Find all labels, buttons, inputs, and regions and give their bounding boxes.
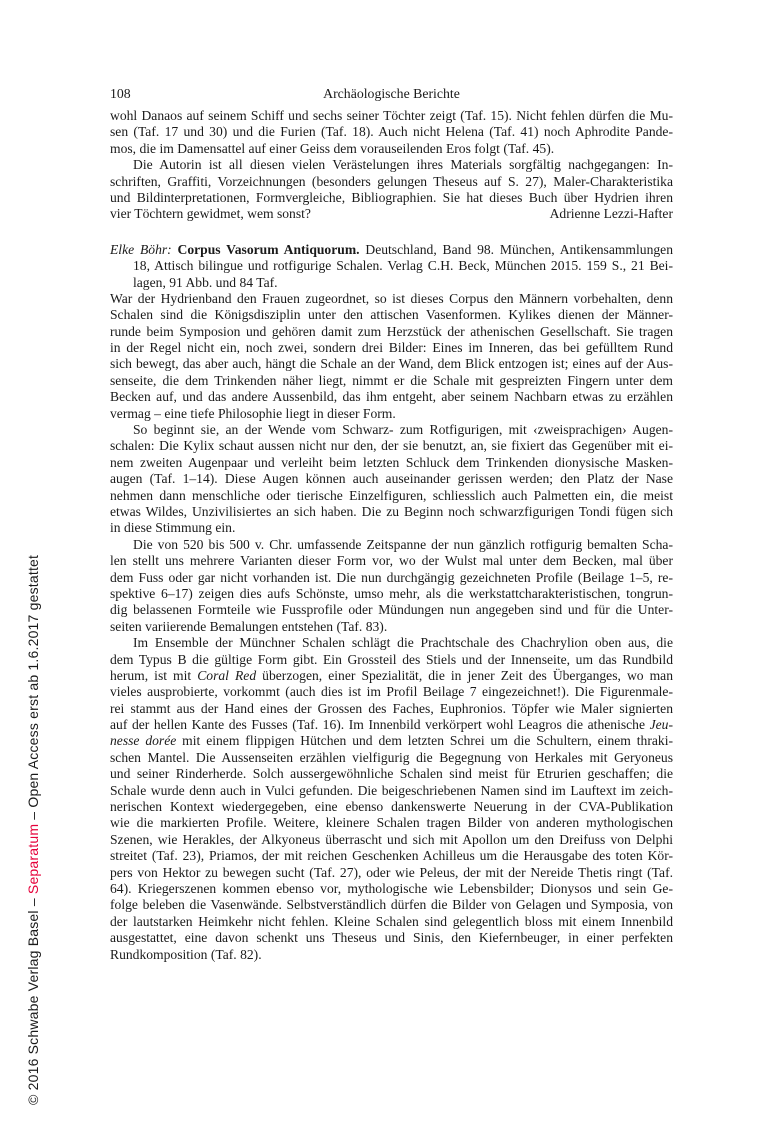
text-line	[110, 141, 673, 157]
text-line	[110, 652, 673, 668]
line-text: etwas Wildes, Unzivilisiertes an sich haben. Die zu Beginn noch schwarzfigurigen Tondi fügen sich	[110, 503, 673, 519]
line-text: len stellt uns mehrere Varianten dieser Form vor, wo der Wulst mal unter dem Becken, mal über	[110, 553, 673, 569]
line-text: So beginnt sie, an der Wende vom Schwarz- zum Rotfigurigen, mit ‹zweisprachigen› Augen-	[133, 422, 673, 438]
line-text: vieles ausprobierte, vorkommt (auch dies ist im Profil Beilage 7 eingezeichnet!). Die Figurenmale-	[110, 684, 673, 700]
text-line	[110, 190, 673, 206]
text-line	[110, 930, 673, 946]
running-title: Archäologische Berichte	[323, 86, 460, 101]
text-line	[110, 488, 673, 504]
text-segment: auf der hellen Kante des Fusses (Taf. 16). Im Innenbild verkörpert wohl Leagros die athenische	[110, 717, 650, 733]
text-line	[110, 206, 673, 222]
text-line	[110, 602, 673, 618]
text-line	[110, 455, 673, 471]
line-text: streitet (Taf. 23), Priamos, der mit reichen Geschenken Achilleus um die Herausgabe des toten Kör-	[110, 848, 673, 864]
italic-text: Coral Red	[197, 667, 257, 683]
paragraph	[110, 108, 673, 157]
text-line	[110, 389, 673, 405]
text-line	[110, 307, 673, 323]
text-line	[110, 733, 673, 749]
paragraph	[110, 635, 673, 963]
line-text: spektive 6–17) zeigen dies aufs Schönste, umso mehr, als die werkstattcharakteristischen, tongrun-	[110, 585, 673, 601]
line-text: dem Fuss oder gar nicht vorhanden ist. Die nun durchgängig gezeichneten Profile (Beilage 1–5, re-	[110, 569, 673, 585]
text-line	[110, 471, 673, 487]
text-line	[110, 783, 673, 799]
paragraph	[110, 422, 673, 537]
text-line	[110, 291, 673, 307]
text-line	[110, 701, 673, 717]
line-text: Schalen sind die Königsdisziplin unter den attischen Vasenformen. Kylikes dienen der Männer-	[110, 307, 673, 323]
text-line	[110, 586, 673, 602]
open-access-text: – Open Access erst ab 1.6.2017 gestattet	[25, 554, 41, 824]
line-text: Schale wurde denn auch in Vulci gefunden. Die beigeschriebenen Namen sind im Lauftext im zeich-	[110, 782, 673, 798]
line-text: runde beim Symposion und gehören damit zum Herzstück der athenischen Gesellschaft. Sie tragen	[110, 323, 673, 339]
text-line	[110, 356, 673, 372]
italic-text: nesse dorée	[110, 733, 177, 749]
text-line	[110, 684, 673, 700]
line-text: dig belassenen Formteile wie Fussprofile oder Mündungen nun angegeben sind und für die Unter-	[110, 602, 673, 618]
text-segment: überzogen, einer Spezialität, die in jener Zeit des Überganges, wo man	[256, 667, 673, 683]
line-text: Die Autorin ist all diesen vielen Verästelungen ihres Materials sorgfältig nachgegangen: In-	[133, 157, 673, 173]
line-text: Die von 520 bis 500 v. Chr. umfassende Zeitspanne der nun gänzlich rotfigurig bemalten Scha-	[133, 536, 673, 552]
text-line	[110, 108, 673, 124]
line-text: schriften, Graffiti, Vorzeichnungen (besonders gelungen Theseus auf S. 27), Maler-Charakteristika	[110, 173, 673, 189]
line-text: nehmen dann menschliche oder tierische Einzelfiguren, schliesslich auch Palmetten ein, die meist	[110, 487, 673, 503]
separatum-label: Separatum	[25, 823, 41, 895]
page-header	[110, 86, 673, 104]
text-segment: mit einem flippigen Hütchen und dem letzten Schrei um die Schultern, einem thraki-	[176, 733, 674, 749]
article-body	[110, 108, 673, 963]
book-title: Corpus Vasorum Antiquorum.	[171, 241, 360, 257]
line-text: sich bewegt, das aber auch, hängt die Schale an der Wand, dem Blick entzogen ist; eines auf der Aus-	[110, 356, 673, 372]
line-text: seiten variierende Bemalungen entstehen (Taf. 83).	[110, 618, 388, 634]
line-text: schalen: Die Kylix schaut aussen nicht nur den, der sie benutzt, an, sie fixiert das Gegenüber mit ei-	[110, 438, 673, 454]
text-line	[110, 406, 673, 422]
copyright-text: © 2016 Schwabe Verlag Basel –	[25, 894, 41, 1105]
text-line	[110, 174, 673, 190]
italic-text: Jeu-	[649, 717, 673, 733]
copyright-notice	[25, 555, 41, 1105]
line-text: Szenen, wie Herakles, der Alkyoneus überrascht und sich mit Apollon um den Dreifuss von Delphi	[110, 831, 673, 847]
line-text: Rundkomposition (Taf. 82).	[110, 946, 262, 962]
line-text: in der Regel nicht ein, noch zwei, sondern drei Bilder: Eines im Inneren, das bei gefülltem Rund	[110, 340, 673, 356]
line-text: und Bildinterpretationen, Formvergleiche, Bibliographien. Sie hat dieses Buch über Hydrien ihren	[110, 189, 673, 205]
line-text: und seiner Rinderherde. Solch aussergewöhnliche Schalen sind meist für Etrurien geschaffen; die	[110, 766, 673, 782]
line-text: in diese Stimmung ein.	[110, 520, 236, 536]
line-text: wohl Danaos auf seinem Schiff und sechs seiner Töchter zeigt (Taf. 15). Nicht fehlen dürfen die Mu-	[110, 108, 673, 123]
text-line	[110, 914, 673, 930]
page-number: 108	[110, 86, 131, 101]
text-line	[110, 947, 673, 963]
line-text: senseite, die dem Trinkenden näher liegt, nimmt er die Schale mit gespreizten Fingern unter dem	[110, 372, 673, 388]
text-line	[110, 422, 673, 438]
text-segment: herum, ist mit	[110, 667, 198, 683]
line-text: folge beleben die Vasenwände. Selbstverständlich dürfen die Bilder von Gelagen und Symposia, von	[110, 897, 673, 913]
text-line	[110, 897, 673, 913]
line-text: der lautstarken Heimkehr nicht fehlen. Kleine Schalen sind gelegentlich bloss mit einem Innenbild	[110, 913, 673, 929]
line-text: dem Typus B die gültige Form gibt. Ein Grossteil des Stiels und der Innenseite, um das Rundbild	[110, 651, 673, 667]
line-text: augen (Taf. 1–14). Diese Augen können auch auseinander gerissen werden; den Platz der Nase	[110, 471, 673, 487]
text-line	[110, 881, 673, 897]
paragraph	[110, 537, 673, 635]
bibliographic-entry	[110, 242, 673, 291]
line-text: schen Mantel. Die Aussenseiten erzählen vielfigurig die Begegnung von Herkales mit Geryoneus	[110, 749, 673, 765]
paragraph	[110, 291, 673, 422]
line-text: 18, Attisch bilingue und rotfigurige Schalen. Verlag C.H. Beck, München 2015. 159 S., 21 Bei-	[133, 258, 673, 274]
text-segment: Deutschland, Band 98. München, Antikensammlungen	[359, 241, 673, 257]
text-line	[110, 520, 673, 536]
section-gap	[110, 223, 673, 242]
line-text: lagen, 91 Abb. und 84 Taf.	[133, 274, 278, 290]
text-line	[110, 570, 673, 586]
paragraph	[110, 157, 673, 223]
text-line	[110, 717, 673, 733]
line-text: rei stammt aus der Hand eines der Grossen des Faches, Euphronios. Töpfer wie Maler signierten	[110, 700, 673, 716]
text-line	[110, 324, 673, 340]
text-line	[110, 668, 673, 684]
line-text: nem zweiten Augenpaar und verleiht beim letzten Schluck dem Trinkenden dionysische Masken-	[110, 454, 673, 470]
text-line	[110, 373, 673, 389]
line-text: pers von Hektor zu bewegen sucht (Taf. 27), oder wie Peleus, der mit der Nereide Thetis ringt (Taf.	[110, 864, 673, 880]
text-line	[110, 832, 673, 848]
text-line	[110, 157, 673, 173]
text-line	[110, 635, 673, 651]
line-text: 64). Kriegerszenen kommen ebenso vor, mythologische wie Lebensbilder; Dionysos und sein Ge-	[110, 880, 673, 896]
line-text: sen (Taf. 17 und 30) und die Furien (Taf. 18). Auch nicht Helena (Taf. 41) noch Aphrodite Pande-	[110, 124, 673, 140]
text-line	[110, 750, 673, 766]
line-text: Im Ensemble der Münchner Schalen schlägt die Prachtschale des Chachrylion oben aus, die	[133, 635, 673, 651]
text-line	[110, 553, 673, 569]
line-text: Becken auf, und das andere Aussenbild, das ihm entgeht, aber seinem Nachbarn etwas zu erzählen	[110, 389, 673, 405]
italic-text: Elke Böhr:	[110, 241, 172, 257]
text-line	[110, 766, 673, 782]
text-line	[110, 799, 673, 815]
text-line	[110, 258, 673, 274]
line-text: ausgestattet, eine davon schenkt uns Theseus und Sinis, den Kiefernbeuger, in einer perfekten	[110, 930, 673, 946]
text-line	[110, 848, 673, 864]
text-line	[110, 438, 673, 454]
text-line	[110, 275, 673, 291]
text-line	[110, 865, 673, 881]
line-text: vermag – eine tiefe Philosophie liegt in dieser Form.	[110, 405, 396, 421]
text-line	[110, 537, 673, 553]
text-line	[110, 124, 673, 140]
line-text: mos, die im Damensattel auf einer Geiss dem vorauseilenden Eros folgt (Taf. 45).	[110, 140, 555, 156]
text-line	[110, 619, 673, 635]
line-text: War der Hydrienband den Frauen zugeordnet, so ist dieses Corpus den Männern vorbehalten, denn	[110, 290, 673, 306]
text-line	[110, 815, 673, 831]
line-text: wie die markierten Profile. Weitere, kleinere Schalen tragen Bilder von anderen mythologischen	[110, 815, 673, 831]
text-line	[110, 242, 673, 258]
line-text: vier Töchtern gewidmet, wem sonst?	[110, 206, 311, 222]
text-line	[110, 340, 673, 356]
reviewer-signature: Adrienne Lezzi-Hafter	[549, 206, 673, 222]
line-text: nerischen Kontext wiedergegeben, eine ebenso dankenswerte Neuerung in der CVA-Publikation	[110, 799, 673, 815]
text-line	[110, 504, 673, 520]
